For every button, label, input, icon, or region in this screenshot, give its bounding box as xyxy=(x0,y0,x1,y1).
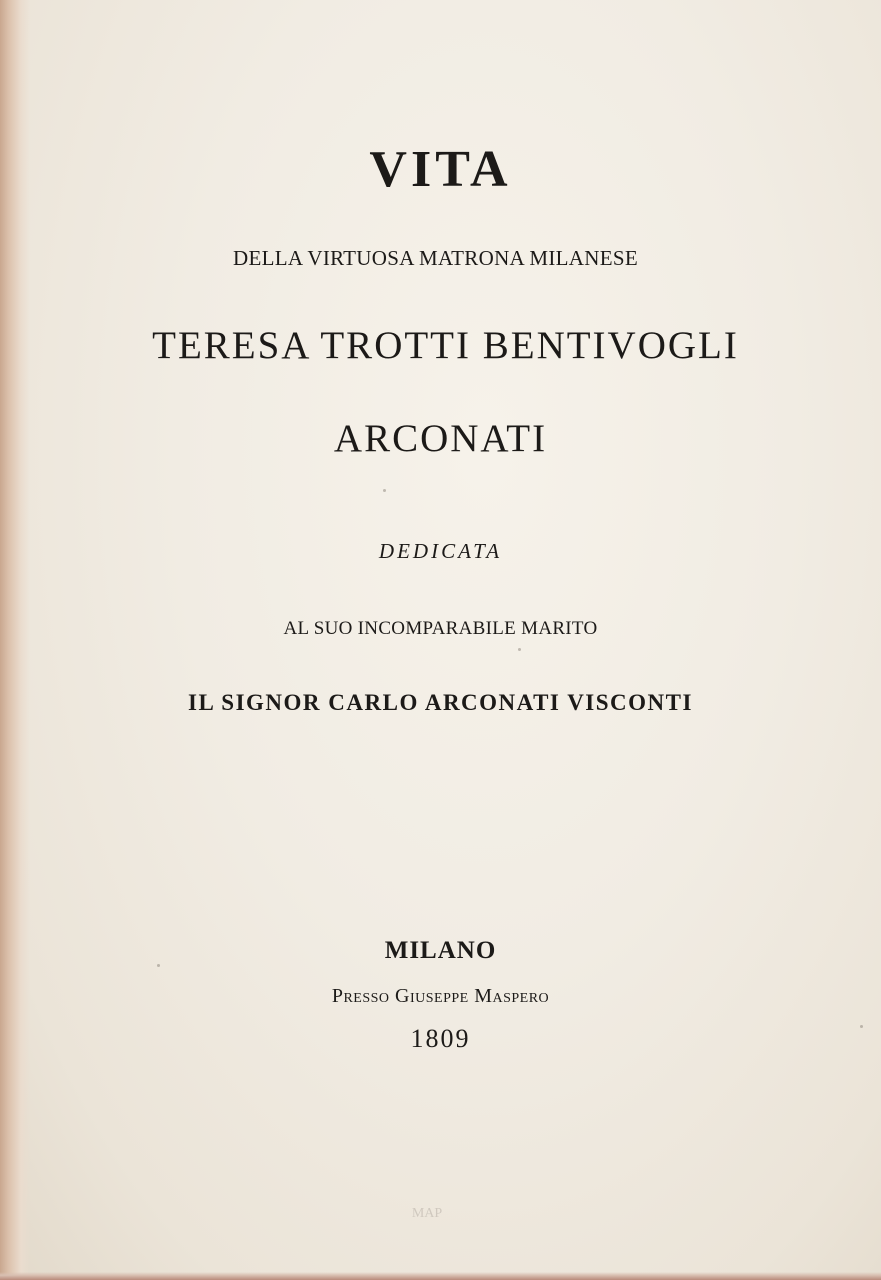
paper-speck xyxy=(157,964,160,967)
book-subtitle: DELLA VIRTUOSA MATRONA MILANESE xyxy=(233,246,638,270)
paper-speck xyxy=(518,648,521,651)
faded-blind-stamp xyxy=(402,1200,452,1224)
book-title: VITA xyxy=(369,141,512,198)
page-bottom-edge xyxy=(0,1272,881,1280)
dedication-heading: DEDICATA xyxy=(378,539,503,563)
dedication-recipient-intro: AL SUO INCOMPARABILE MARITO xyxy=(283,618,598,639)
imprint-place: MILANO xyxy=(384,937,497,964)
imprint-publisher: Presso Giuseppe Maspero xyxy=(331,985,550,1007)
subject-name-line-2: ARCONATI xyxy=(333,417,548,460)
paper-speck xyxy=(383,489,386,492)
subject-name-line-1: TERESA TROTTI BENTIVOGLI xyxy=(152,324,739,367)
dedicatee-name: IL SIGNOR CARLO ARCONATI VISCONTI xyxy=(188,690,693,715)
svg-text:MAP: MAP xyxy=(411,1206,443,1221)
paper-speck xyxy=(860,1025,863,1028)
imprint-year: 1809 xyxy=(410,1024,471,1053)
